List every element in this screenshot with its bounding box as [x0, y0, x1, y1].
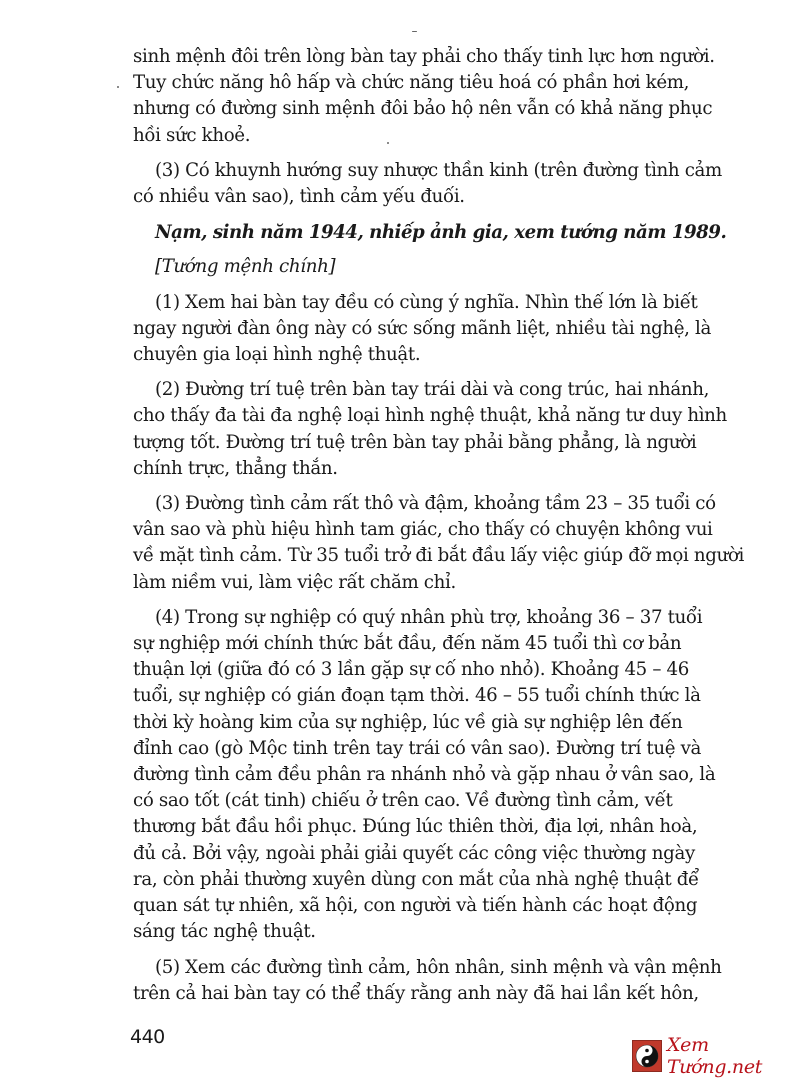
scan-speck: [412, 31, 417, 32]
list-item: [133, 377, 763, 482]
text-line: làm niềm vui, làm việc rất chăm chỉ.: [133, 571, 456, 593]
text-line: có nhiều vân sao), tình cảm yếu đuối.: [133, 186, 465, 208]
text-line: (3) Đường tình cảm rất thô và đậm, khoảng tầm 23 – 35 tuổi có: [155, 493, 716, 515]
text-line: hồi sức khoẻ.: [133, 124, 251, 146]
book-page-text: [133, 44, 763, 1007]
text-line: (4) Trong sự nghiệp có quý nhân phù trợ, khoảng 36 – 37 tuổi: [155, 606, 703, 628]
text-line: đường tình cảm đều phân ra nhánh nhỏ và gặp nhau ở vân sao, là: [133, 764, 716, 786]
text-line: cho thấy đa tài đa nghệ loại hình nghệ thuật, khả năng tư duy hình: [133, 405, 727, 427]
text-line: đủ cả. Bởi vậy, ngoài phải giải quyết các công việc thường ngày: [133, 842, 695, 864]
text-line: vân sao và phù hiệu hình tam giác, cho thấy có chuyện không vui: [133, 519, 713, 541]
text-line: tuổi, sự nghiệp có gián đoạn tạm thời. 46 – 55 tuổi chính thức là: [133, 685, 701, 707]
page-number: 440: [130, 1026, 165, 1048]
text-line: sự nghiệp mới chính thức bắt đầu, đến năm 45 tuổi thì cơ bản: [133, 633, 682, 655]
text-line: thời kỳ hoàng kim của sự nghiệp, lúc về già sự nghiệp lên đến: [133, 711, 683, 733]
text-line: thuận lợi (giữa đó có 3 lần gặp sự cố nho nhỏ). Khoảng 45 – 46: [133, 659, 689, 681]
text-line: Tuy chức năng hô hấp và chức năng tiêu hoá có phần hơi kém,: [133, 72, 690, 94]
list-item: [133, 491, 763, 596]
text-line: về mặt tình cảm. Từ 35 tuổi trở đi bắt đầu lấy việc giúp đỡ mọi người: [133, 545, 745, 567]
text-line: có sao tốt (cát tinh) chiếu ở trên cao. Về đường tình cảm, vết: [133, 790, 673, 812]
list-item: [133, 290, 763, 369]
text-line: quan sát tự nhiên, xã hội, con người và tiến hành các hoạt động: [133, 895, 698, 917]
text-line: tượng tốt. Đường trí tuệ trên bàn tay phải bằng phẳng, là người: [133, 431, 697, 453]
numbered-paragraph: [133, 158, 763, 210]
text-line: (3) Có khuynh hướng suy nhược thần kinh (trên đường tình cảm: [155, 159, 722, 181]
text-line: ra, còn phải thường xuyên dùng con mắt của nhà nghệ thuật để: [133, 868, 699, 890]
case-heading: Nạm, sinh năm 1944, nhiếp ảnh gia, xem tướng năm 1989.: [155, 222, 727, 244]
text-line: nhưng có đường sinh mệnh đôi bảo hộ nên vẫn có khả năng phục: [133, 98, 713, 120]
text-line: đỉnh cao (gò Mộc tinh trên tay trái có vân sao). Đường trí tuệ và: [133, 737, 702, 759]
list-item: [133, 955, 763, 1007]
text-line: ngay người đàn ông này có sức sống mãnh liệt, nhiều tài nghệ, là: [133, 317, 711, 339]
scan-speck: [117, 86, 119, 88]
section-heading: [Tướng mệnh chính]: [155, 256, 336, 278]
continuation-paragraph: [133, 44, 763, 149]
yin-yang-icon: [632, 1040, 662, 1072]
list-item: [133, 605, 763, 946]
text-line: (1) Xem hai bàn tay đều có cùng ý nghĩa. Nhìn thế lớn là biết: [155, 291, 698, 313]
watermark-text: Xem Tướng.net: [666, 1034, 763, 1078]
text-line: chính trực, thẳng thắn.: [133, 457, 338, 479]
text-line: thương bắt đầu hồi phục. Đúng lúc thiên thời, địa lợi, nhân hoà,: [133, 816, 698, 838]
text-line: sinh mệnh đôi trên lòng bàn tay phải cho thấy tinh lực hơn người.: [133, 46, 715, 67]
text-line: trên cả hai bàn tay có thể thấy rằng anh này đã hai lần kết hôn,: [133, 982, 699, 1004]
watermark-logo[interactable]: [632, 1034, 800, 1078]
text-line: (2) Đường trí tuệ trên bàn tay trái dài và cong trúc, hai nhánh,: [155, 379, 710, 401]
text-line: sáng tác nghệ thuật.: [133, 921, 316, 943]
text-line: (5) Xem các đường tình cảm, hôn nhân, sinh mệnh và vận mệnh: [155, 956, 722, 978]
text-line: chuyên gia loại hình nghệ thuật.: [133, 344, 421, 366]
